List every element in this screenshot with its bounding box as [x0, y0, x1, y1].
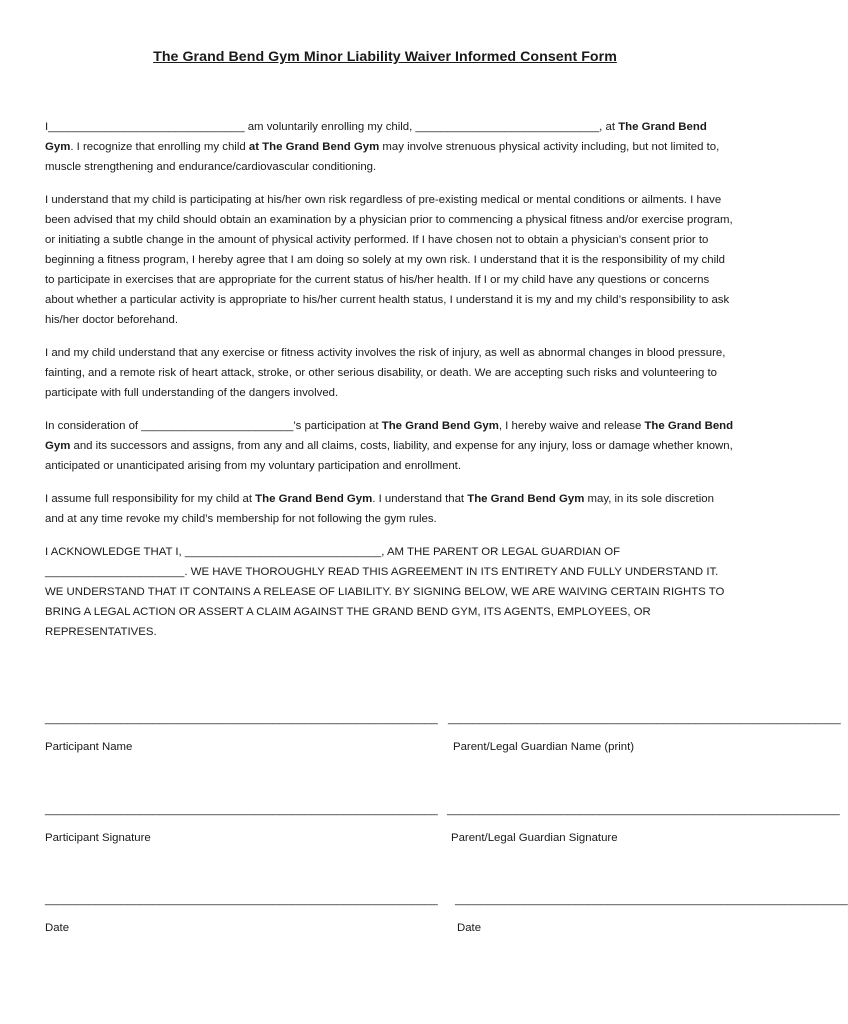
- gym-name: The Grand Bend Gym: [467, 493, 585, 505]
- form-body: [45, 117, 735, 655]
- date-label-right: Date: [457, 922, 482, 934]
- participant-name-line[interactable]: ______________________________________________________________: [45, 713, 438, 725]
- enrollment-text-c: may involve strenuous physical activity including, but not limited to, muscle strengthening and endurance/cardiovascular conditioning.: [45, 141, 720, 173]
- acknowledgement-paragraph: I ACKNOWLEDGE THAT I, _______________________________, AM THE PARENT OR LEGAL GUARDIAN OF ______________________. WE HAVE THOROUGHLY READ THIS AGREEMENT IN ITS ENTIRETY AND FULLY UNDERSTAND IT. WE UNDERSTAND THAT IT CONTAINS A RELEASE OF LIABILITY. BY SIGNING BELOW, WE ARE WAIVING CERTAIN RIGHTS TO BRING A LEGAL ACTION OR ASSERT A CLAIM AGAINST THE GRAND BEND GYM, ITS AGENTS, EMPLOYEES, OR REPRESENTATIVES.: [45, 546, 725, 638]
- injury-paragraph: I and my child understand that any exercise or fitness activity involves the risk of injury, as well as abnormal changes in blood pressure, fainting, and a remote risk of heart attack, stroke, or other serious disability, or death. We are accepting such risks and volunteering to participate with full understanding of the dangers involved.: [45, 347, 726, 399]
- gym-name: The Grand Bend Gym: [45, 420, 734, 452]
- guardian-signature-label: Parent/Legal Guardian Signature: [451, 832, 618, 844]
- form-title: The Grand Bend Gym Minor Liability Waiver Informed Consent Form: [153, 49, 617, 65]
- waiver-paragraph: [45, 416, 735, 476]
- enrollment-text-b: . I recognize that enrolling my child: [70, 141, 249, 153]
- date-line-right[interactable]: ______________________________________________________________: [455, 894, 848, 906]
- participant-name-label: Participant Name: [45, 741, 133, 753]
- guardian-signature-line[interactable]: ______________________________________________________________: [447, 804, 840, 816]
- date-label-left: Date: [45, 922, 70, 934]
- responsibility-text-c: may, in its sole discretion and at any time revoke my child’s membership for not following the gym rules.: [45, 493, 714, 525]
- gym-name: The Grand Bend Gym: [45, 121, 707, 153]
- date-line-left[interactable]: ______________________________________________________________: [45, 894, 438, 906]
- participant-signature-label: Participant Signature: [45, 832, 151, 844]
- enrollment-text-a: I_______________________________ am voluntarily enrolling my child, _____________________________, at: [45, 121, 619, 133]
- waiver-text-a: In consideration of ________________________’s participation at: [45, 420, 382, 432]
- responsibility-text-a: I assume full responsibility for my child at: [45, 493, 256, 505]
- gym-name: The Grand Bend Gym: [255, 493, 373, 505]
- enrollment-paragraph: [45, 117, 735, 177]
- waiver-text-c: and its successors and assigns, from any and all claims, costs, liability, and expense for any injury, loss or damage whether known, anticipated or unanticipated arising from my voluntary participation and enrollment.: [45, 440, 733, 472]
- gym-name: at The Grand Bend Gym: [248, 141, 380, 153]
- waiver-text-b: , I hereby waive and release: [498, 420, 645, 432]
- guardian-name-line[interactable]: ______________________________________________________________: [448, 713, 841, 725]
- gym-name: The Grand Bend Gym: [381, 420, 499, 432]
- participant-signature-line[interactable]: ______________________________________________________________: [45, 804, 438, 816]
- responsibility-paragraph: [45, 489, 735, 529]
- risk-paragraph: I understand that my child is participating at his/her own risk regardless of pre-existing medical or mental conditions or ailments. I have been advised that my child should obtain an examination by a physician prior to commencing a physical fitness and/or exercise program, or initiating a subtle change in the amount of physical activity performed. If I have chosen not to obtain a physician’s consent prior to beginning a fitness program, I hereby agree that I am doing so solely at my own risk. I understand that it is the responsibility of my child to participate in exercises that are appropriate for the current status of his/her health. If I or my child have any questions or concerns about whether a particular activity is appropriate to his/her current health status, I understand it is my and my child’s responsibility to ask his/her doctor beforehand.: [45, 194, 733, 326]
- guardian-name-label: Parent/Legal Guardian Name (print): [453, 741, 635, 753]
- responsibility-text-b: . I understand that: [372, 493, 468, 505]
